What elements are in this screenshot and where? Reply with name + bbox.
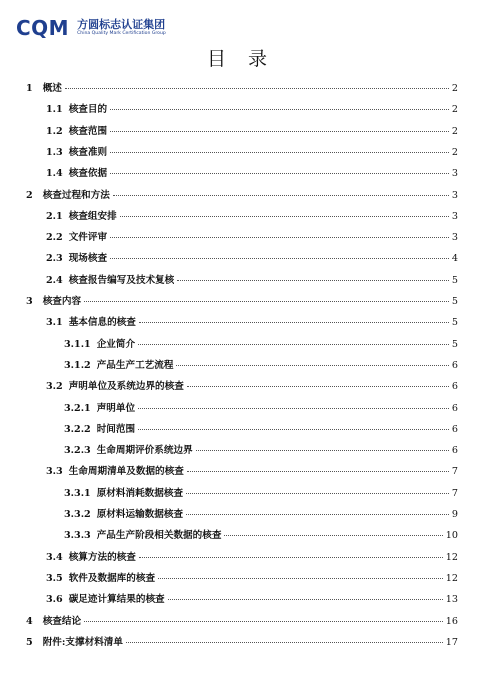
- toc-entry[interactable]: [26, 357, 458, 371]
- toc-entry-number: 5: [26, 636, 33, 648]
- toc-entry[interactable]: [26, 229, 458, 243]
- toc-entry-number: 3.6: [46, 594, 63, 606]
- toc-entry[interactable]: [26, 463, 458, 477]
- toc-entry-title: 软件及数据库的核查: [68, 572, 156, 584]
- toc-entry[interactable]: [26, 634, 458, 648]
- toc-entry-title: 原材料消耗数据核查: [96, 487, 184, 499]
- toc-entry[interactable]: [26, 400, 458, 414]
- toc-entry-number: 3.3.1: [64, 487, 91, 499]
- toc-entry-title: 核查报告编写及技术复核: [68, 274, 175, 286]
- toc-entry-number: 3.2: [46, 381, 63, 393]
- toc-entry-number: 2.3: [46, 253, 63, 265]
- toc-entry[interactable]: [26, 187, 458, 201]
- toc-entry-title: 核查目的: [68, 104, 108, 116]
- toc-entry-page: 6: [451, 381, 458, 393]
- toc-entry[interactable]: [26, 378, 458, 392]
- toc-entry-number: 3.3.2: [64, 509, 91, 520]
- toc-entry-page: 5: [451, 274, 458, 286]
- logo-english-name: China Quality Mark Certification Group: [77, 31, 166, 37]
- toc-entry-number: 3.2.1: [64, 402, 91, 414]
- toc-leader-dots: [176, 365, 448, 366]
- toc-entry-page: 6: [451, 445, 458, 457]
- toc-leader-dots: [196, 450, 449, 451]
- toc-leader-dots: [187, 386, 449, 387]
- toc-leader-dots: [110, 109, 449, 110]
- toc-entry-page: 17: [445, 636, 458, 648]
- toc-entry[interactable]: [26, 506, 458, 520]
- toc-entry-page: 12: [445, 572, 458, 584]
- toc-entry-page: 9: [451, 509, 458, 520]
- toc-entry-title: 产品生产工艺流程: [96, 359, 174, 371]
- toc-entry-page: 13: [445, 594, 458, 606]
- toc-entry-number: 3.1.2: [64, 359, 91, 371]
- toc-entry-page: 12: [445, 551, 458, 563]
- toc-entry-title: 概述: [42, 83, 62, 94]
- toc-entry-number: 4: [26, 615, 33, 627]
- toc-entry[interactable]: [26, 527, 458, 541]
- toc-entry-number: 2.4: [46, 274, 63, 286]
- toc-leader-dots: [65, 88, 449, 89]
- toc-entry-title: 核查组安排: [68, 210, 117, 222]
- toc-entry[interactable]: [26, 549, 458, 563]
- toc-leader-dots: [186, 514, 449, 515]
- toc-entry-title: 核查结论: [42, 615, 82, 627]
- toc-leader-dots: [186, 493, 449, 494]
- toc-entry[interactable]: [26, 421, 458, 435]
- toc-entry-title: 核算方法的核查: [68, 551, 136, 563]
- toc-entry-title: 生命周期清单及数据的核查: [68, 466, 184, 478]
- toc-entry-number: 1.2: [46, 125, 63, 137]
- toc-entry-number: 1.3: [46, 146, 63, 158]
- toc-leader-dots: [84, 621, 443, 622]
- toc-leader-dots: [139, 322, 449, 323]
- toc-entry-page: 6: [451, 359, 458, 371]
- toc-leader-dots: [110, 258, 449, 259]
- toc-entry-page: 2: [451, 104, 458, 116]
- toc-entry[interactable]: [26, 485, 458, 499]
- toc-entry-number: 3.2.3: [64, 445, 91, 457]
- toc-leader-dots: [110, 152, 449, 153]
- toc-entry[interactable]: [26, 80, 458, 94]
- page-header: [16, 14, 166, 42]
- toc-entry-title: 声明单位及系统边界的核查: [68, 381, 184, 393]
- toc-entry-page: 5: [451, 296, 458, 307]
- toc-leader-dots: [138, 408, 449, 409]
- toc-entry[interactable]: [26, 570, 458, 584]
- toc-entry-title: 核查准则: [68, 146, 108, 158]
- logo-mark-text: CQM: [16, 16, 70, 40]
- toc-entry-number: 2: [26, 189, 33, 201]
- toc-entry[interactable]: [26, 208, 458, 222]
- toc-entry-number: 3.3.3: [64, 530, 91, 542]
- toc-entry-number: 2.2: [46, 232, 63, 244]
- toc-leader-dots: [187, 471, 449, 472]
- logo-text: [77, 19, 166, 37]
- toc-entry[interactable]: [26, 101, 458, 115]
- toc-entry-page: 2: [451, 125, 458, 137]
- toc-leader-dots: [139, 557, 443, 558]
- toc-entry-number: 3.1: [46, 317, 63, 329]
- toc-entry-number: 1.4: [46, 168, 63, 180]
- toc-entry[interactable]: [26, 293, 458, 307]
- toc-entry-title: 碳足迹计算结果的核查: [68, 594, 165, 606]
- toc-entry-title: 文件评审: [68, 232, 108, 244]
- toc-leader-dots: [126, 642, 443, 643]
- toc-leader-dots: [168, 599, 443, 600]
- toc-entry-page: 3: [451, 210, 458, 222]
- toc-entry-page: 5: [451, 338, 458, 350]
- toc-entry-number: 1: [26, 83, 33, 94]
- toc-entry-page: 3: [451, 189, 458, 201]
- toc-entry[interactable]: [26, 442, 458, 456]
- toc-entry-title: 声明单位: [96, 402, 136, 414]
- toc-entry-page: 7: [451, 487, 458, 499]
- toc-entry[interactable]: [26, 144, 458, 158]
- toc-leader-dots: [110, 173, 449, 174]
- toc-entry[interactable]: [26, 165, 458, 179]
- toc-entry-page: 5: [451, 317, 458, 329]
- toc-entry[interactable]: [26, 613, 458, 627]
- toc-entry-title: 原材料运输数据核查: [96, 509, 184, 520]
- toc-leader-dots: [177, 280, 449, 281]
- toc-entry-number: 1.1: [46, 104, 63, 116]
- toc-entry[interactable]: [26, 250, 458, 264]
- toc-entry-page: 7: [451, 466, 458, 478]
- toc-entry-page: 2: [451, 146, 458, 158]
- toc-entry[interactable]: [26, 314, 458, 328]
- toc-entry-page: 3: [451, 168, 458, 180]
- toc-entry-title: 核查过程和方法: [42, 189, 110, 201]
- toc-entry-page: 16: [445, 615, 458, 627]
- toc-entry-number: 2.1: [46, 210, 63, 222]
- toc-entry[interactable]: [26, 123, 458, 137]
- toc-entry-number: 3.4: [46, 551, 63, 563]
- toc-leader-dots: [84, 301, 449, 302]
- toc-entry-page: 2: [451, 83, 458, 94]
- toc-entry-title: 核查范围: [68, 125, 108, 137]
- logo-chinese-name: 方圆标志认证集团: [77, 18, 166, 32]
- cqm-logo: [16, 16, 69, 40]
- toc-leader-dots: [113, 195, 449, 196]
- toc-leader-dots: [138, 344, 449, 345]
- toc-entry-number: 3.1.1: [64, 338, 91, 350]
- toc-leader-dots: [138, 429, 449, 430]
- toc-leader-dots: [110, 131, 449, 132]
- toc-entry-page: 6: [451, 423, 458, 435]
- page-title: 目 录: [206, 48, 276, 70]
- toc-entry[interactable]: [26, 272, 458, 286]
- toc-entry-number: 3.3: [46, 466, 63, 478]
- toc-entry-page: 10: [445, 530, 458, 542]
- toc-leader-dots: [120, 216, 449, 217]
- toc-entry-title: 时间范围: [96, 423, 136, 435]
- toc-entry-number: 3.5: [46, 572, 63, 584]
- toc-entry-number: 3: [26, 296, 33, 307]
- toc-entry-number: 3.2.2: [64, 423, 91, 435]
- toc-leader-dots: [110, 237, 449, 238]
- toc-entry-title: 核查依据: [68, 168, 108, 180]
- toc-entry-title: 企业简介: [96, 338, 136, 350]
- toc-leader-dots: [224, 535, 442, 536]
- toc-entry-title: 基本信息的核查: [68, 317, 136, 329]
- toc-entry-title: 核查内容: [42, 296, 82, 307]
- toc-entry-page: 6: [451, 402, 458, 414]
- toc-leader-dots: [158, 578, 443, 579]
- toc-entry[interactable]: [26, 591, 458, 605]
- toc-entry-title: 现场核查: [68, 253, 108, 265]
- toc-entry-page: 3: [451, 232, 458, 244]
- toc-entry[interactable]: [26, 336, 458, 350]
- toc-entry-title: 产品生产阶段相关数据的核查: [96, 530, 222, 542]
- toc-entry-title: 附件:支撑材料清单: [42, 636, 123, 648]
- toc-entry-title: 生命周期评价系统边界: [96, 445, 193, 457]
- toc-entry-page: 4: [451, 253, 458, 265]
